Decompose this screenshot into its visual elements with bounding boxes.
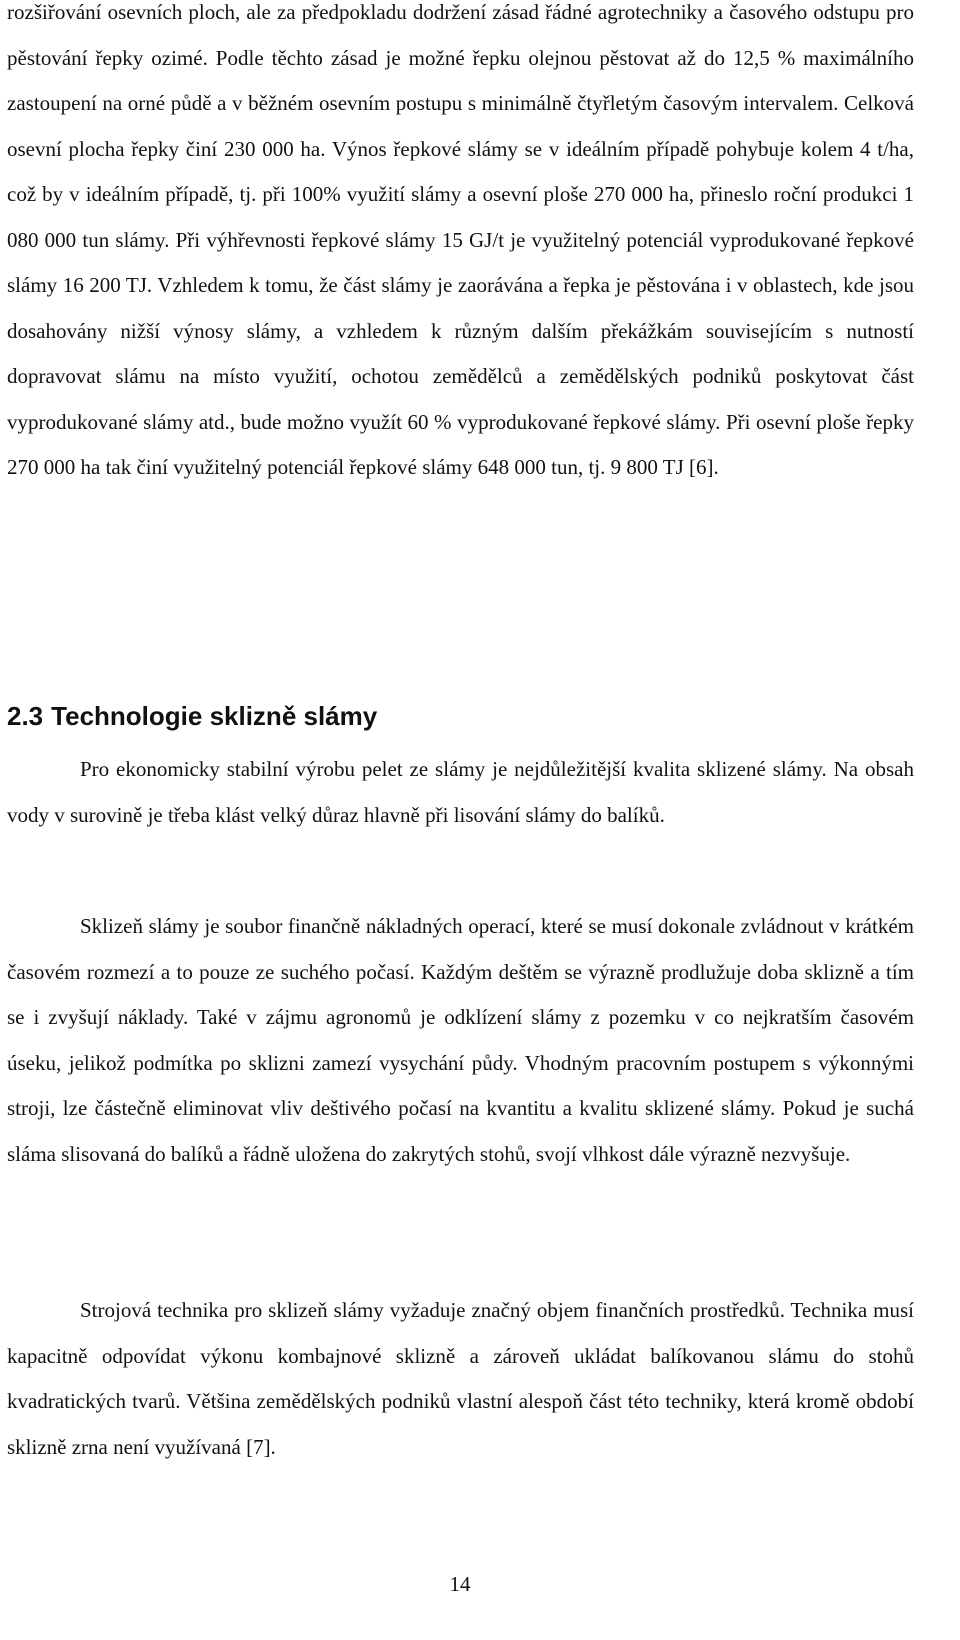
page-number: 14 [449, 1572, 471, 1596]
section-heading [7, 700, 377, 732]
paragraph-rapeseed-straw-potential: rozšiřování osevních ploch, ale za předpokladu dodržení zásad řádné agrotechniky a časového odstupu pro pěstování řepky ozimé. Podle těchto zásad je možné řepku olejnou pěstovat až do 12,5 % maximálního zastoupení na orné půdě a v běžném osevním postupu s minimálně čtyřletým časovým intervalem. Celková osevní plocha řepky činí 230 000 ha. Výnos řepkové slámy se v ideálním případě pohybuje kolem 4 t/ha, což by v ideálním případě, tj. při 100% využití slámy a osevní ploše 270 000 ha, přineslo roční produkci 1 080 000 tun slámy. Při výhřevnosti řepkové slámy 15 GJ/t je využitelný potenciál vyprodukované řepkové slámy 16 200 TJ. Vzhledem k tomu, že část slámy je zaorávána a řepka je pěstována i v oblastech, kde jsou dosahovány nižší výnosy slámy, a vzhledem k různým dalším překážkám souvisejícím s nutností dopravovat slámu na místo využití, ochotou zemědělců a zemědělských podniků poskytovat část vyprodukované slámy atd., bude možno využít 60 % vyprodukované řepkové slámy. Při osevní ploše řepky 270 000 ha tak činí využitelný potenciál řepkové slámy 648 000 tun, tj. 9 800 TJ [6]. [7, 0, 914, 479]
section-number: 2.3 [7, 701, 44, 731]
paragraph-straw-harvest: Sklizeň slámy je soubor finančně nákladných operací, které se musí dokonale zvládnout v krátkém časovém rozmezí a to pouze ze suchého počasí. Každým deštěm se výrazně prodlužuje doba sklizně a tím se i zvyšují náklady. Také v zájmu agronomů je odklízení slámy z pozemku v co nejkratším časovém úseku, jelikož podmítka po sklizni zamezí vysychání půdy. Vhodným pracovním postupem s výkonnými stroji, lze částečně eliminovat vliv deštivého počasí na kvantitu a kvalitu sklizené slámy. Pokud je suchá sláma slisovaná do balíků a řádně uložena do zakrytých stohů, svojí vlhkost dále výrazně nezvyšuje. [7, 914, 914, 1166]
paragraph-harvest-machinery: Strojová technika pro sklizeň slámy vyžaduje značný objem finančních prostředků. Technika musí kapacitně odpovídat výkonu kombajnové sklizně a zároveň ukládat balíkovanou slámu do stohů kvadratických tvarů. Většina zemědělských podniků vlastní alespoň část této techniky, která kromě období sklizně zrna není využívaná [7]. [7, 1298, 914, 1459]
paragraph-straw-quality: Pro ekonomicky stabilní výrobu pelet ze slámy je nejdůležitější kvalita sklizené slámy. Na obsah vody v surovině je třeba klást velký důraz hlavně při lisování slámy do balíků. [7, 757, 914, 827]
section-title: Technologie sklizně slámy [51, 701, 378, 731]
